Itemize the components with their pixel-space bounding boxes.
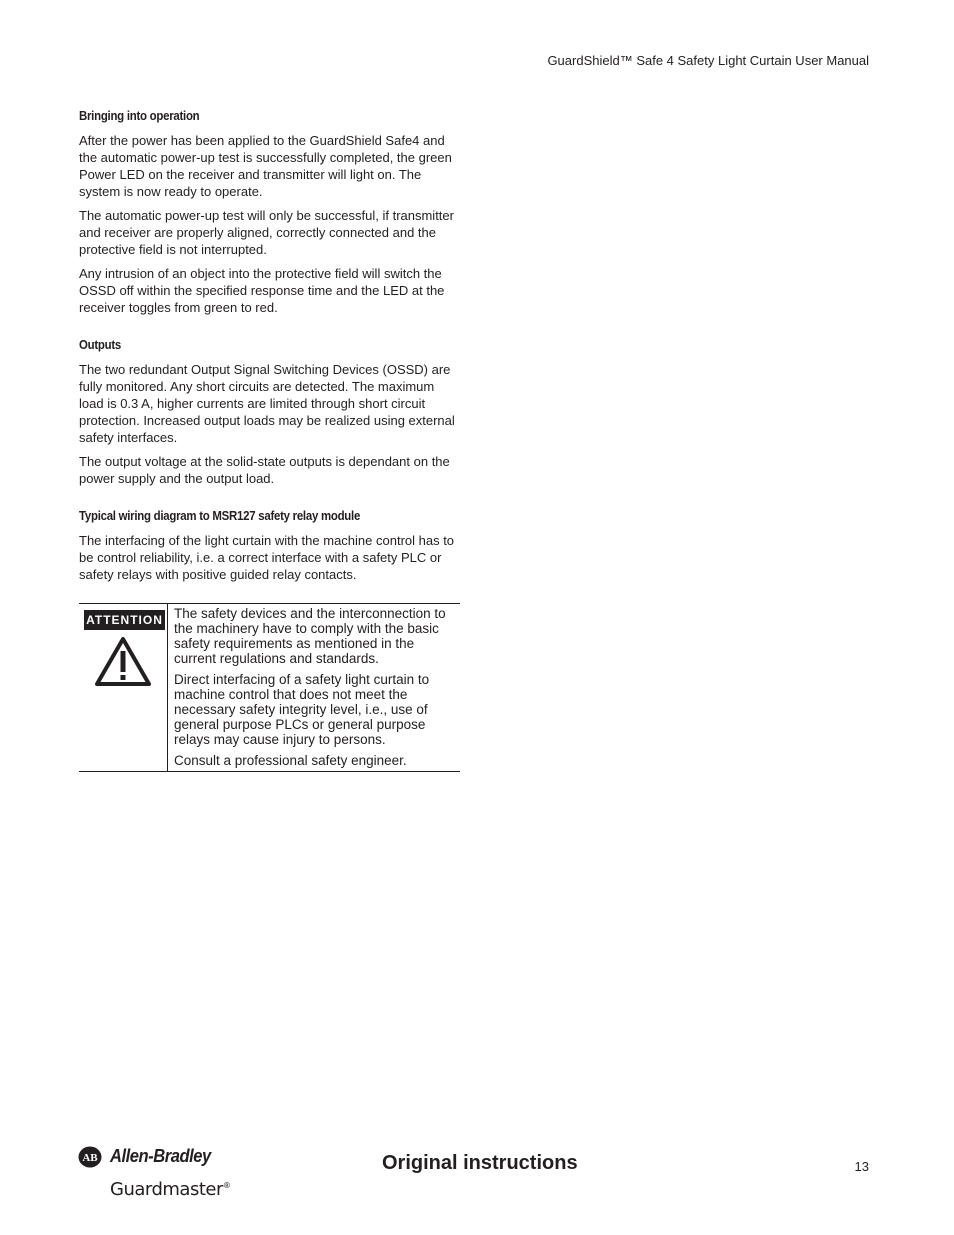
- footer-title: Original instructions: [382, 1152, 578, 1174]
- attention-paragraph: Consult a professional safety engineer.: [174, 753, 407, 768]
- attention-paragraph: Direct interfacing of a safety light curtain to machine control that does not meet the necessary safety integrity level, i.e., use of general purpose PLCs or general purpose relays may cause injury to persons.: [174, 672, 430, 747]
- paragraph: Any intrusion of an object into the protective field will switch the OSSD off within the specified response time and the LED at the receiver toggles from green to red.: [79, 266, 445, 315]
- paragraph: The interfacing of the light curtain with the machine control has to be control reliability, i.e. a correct interface with a safety PLC or safety relays with positive guided relay contacts.: [79, 533, 455, 582]
- paragraph: After the power has been applied to the GuardShield Safe4 and the automatic power-up test is successfully completed, the green Power LED on the receiver and transmitter will light on. The system is now ready to operate.: [79, 133, 452, 199]
- guardmaster-text: Guardmaster: [110, 1179, 223, 1200]
- attention-label-cell: [79, 604, 168, 771]
- section-heading-outputs: Outputs: [79, 337, 122, 352]
- main-column: [79, 108, 461, 772]
- section-heading-wiring-diagram: Typical wiring diagram to MSR127 safety relay module: [79, 508, 361, 523]
- attention-content: [174, 606, 459, 774]
- page-number: 13: [854, 1159, 869, 1174]
- running-header: GuardShield™ Safe 4 Safety Light Curtain User Manual: [547, 53, 869, 68]
- paragraph: The output voltage at the solid-state outputs is dependant on the power supply and the output load.: [79, 454, 450, 486]
- attention-box: [79, 603, 460, 772]
- brand-name: Allen-Bradley: [110, 1146, 211, 1166]
- warning-triangle-icon: [95, 636, 151, 693]
- registered-mark: ®: [222, 1181, 231, 1190]
- paragraph: The automatic power-up test will only be successful, if transmitter and receiver are properly aligned, correctly connected and the protective field is not interrupted.: [79, 208, 454, 257]
- attention-paragraph: The safety devices and the interconnection to the machinery have to comply with the basic safety requirements as mentioned in the current regulations and standards.: [174, 606, 446, 666]
- attention-label: ATTENTION: [84, 610, 165, 630]
- allen-bradley-logo-icon: [78, 1146, 102, 1173]
- guardmaster-logo: [110, 1179, 230, 1200]
- paragraph: The two redundant Output Signal Switching Devices (OSSD) are fully monitored. Any short circuits are detected. The maximum load is 0.3 A, higher currents are limited through short circuit protection. Increased output loads may be realized using external safety interfaces.: [79, 362, 455, 445]
- section-heading-bringing-into-operation: Bringing into operation: [79, 108, 200, 123]
- logo-badge-text: AB: [82, 1152, 98, 1164]
